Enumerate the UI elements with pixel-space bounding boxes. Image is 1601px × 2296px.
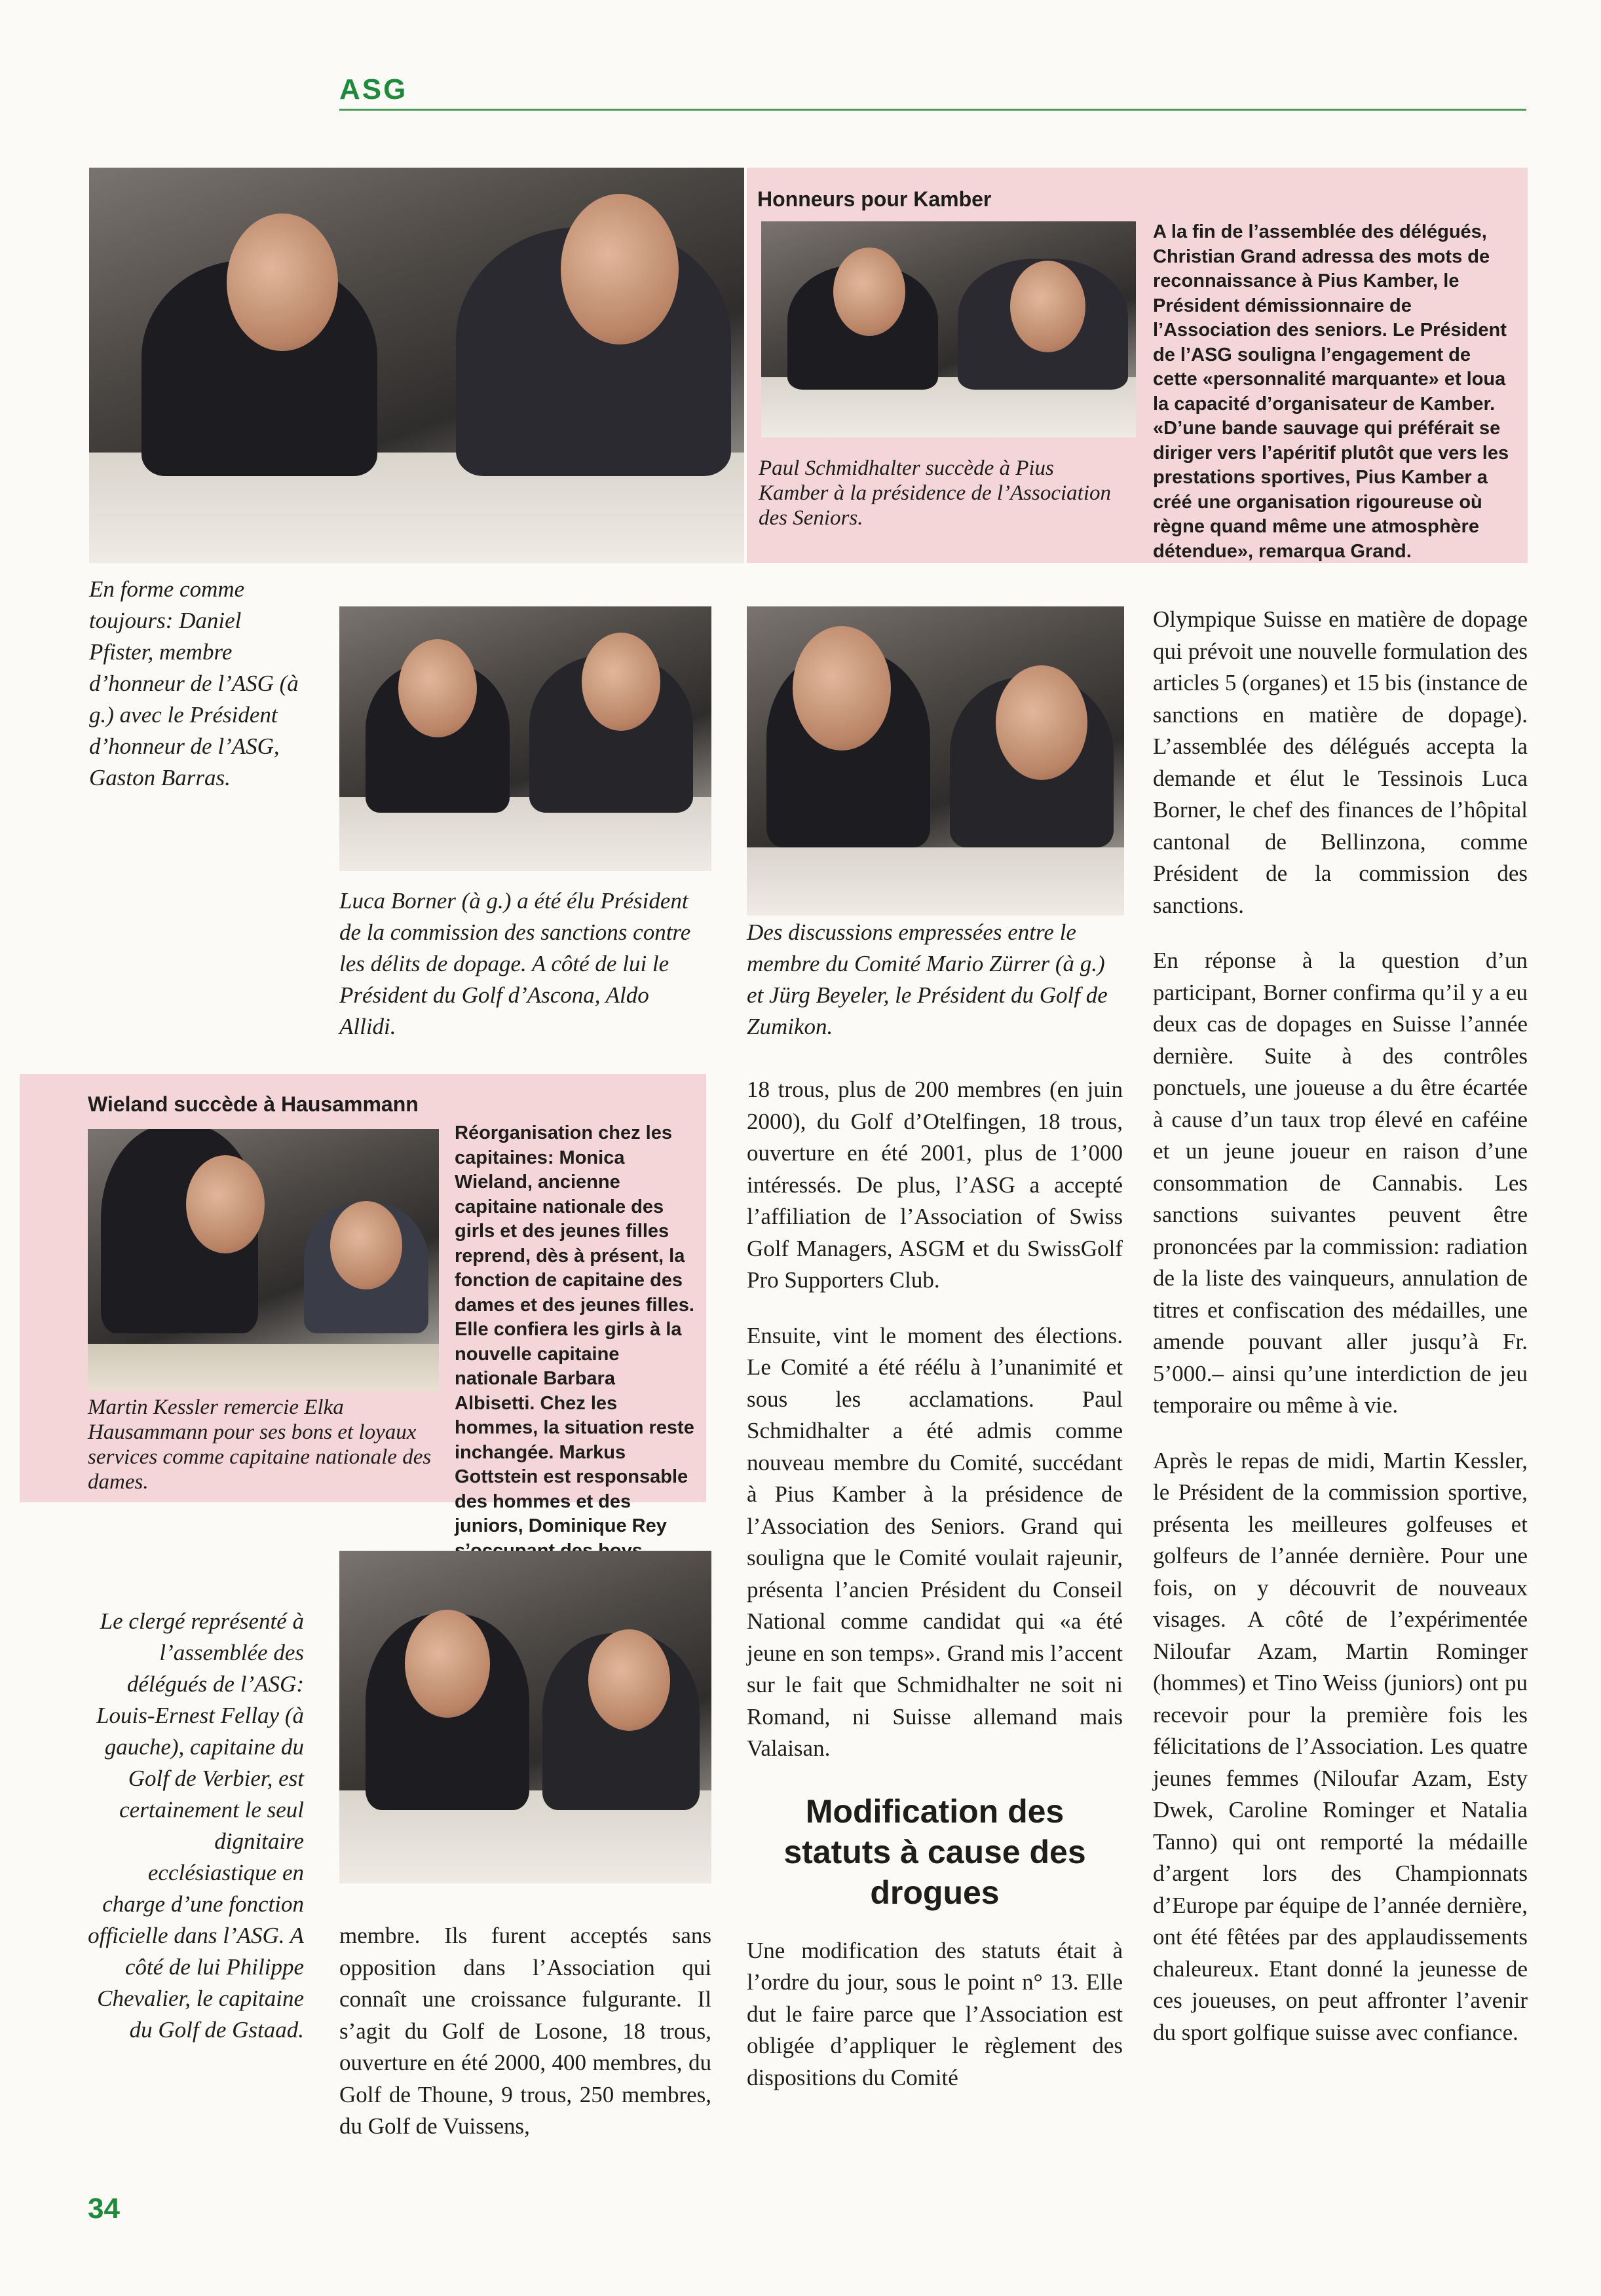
article-col3 xyxy=(1153,604,1528,2072)
article-col1 xyxy=(339,1920,711,2166)
photo-zurrer-beyeler xyxy=(747,606,1124,916)
photo-pfister-barras xyxy=(89,168,744,563)
photo-caption-clergy: Le clergé représenté à l’assemblée des délégués de l’ASG: Louis-Ernest Fellay (à gauche), capitaine du Golf de Verbier, est certainement le seul dignitaire ecclésiastique en charge d’une fonction officielle dans l’ASG. A côté de lui Philippe Chevalier, le capitaine du Golf de Gstaad. xyxy=(88,1608,304,2043)
box-wieland-title: Wieland succède à Hausammann xyxy=(88,1092,419,1116)
photo-schmidhalter-kamber xyxy=(761,221,1136,437)
article-col3-paragraph-3: Après le repas de midi, Martin Kessler, le Président de la commission sportive, présenta les meilleures golfeuses et golfeurs de l’année dernière. Pour une fois, on y découvrit de nouveaux visages. A côté de l’expérimentée Niloufar Azam, Martin Rominger (hommes) et Tino Weiss (juniors) ont pu recevoir pour la première fois les félicitations de l’Association. Les quatre jeunes femmes (Niloufar Azam, Esty Dwek, Caroline Rominger et Natalia Tanno) qui ont remporté la médaille d’argent lors des Championnats d’Europe par équipe de l’année dernière, ont été fêtées par des applaudissements chaleureux. Etant donné la jeunesse de ces joueuses, on peut affronter l’avenir du sport golfique suisse avec confiance. xyxy=(1153,1447,1528,2045)
section-heading: Modification des statuts à cause des drogues xyxy=(783,1792,1086,1911)
section-label: ASG xyxy=(339,73,408,105)
box-kamber-title: Honneurs pour Kamber xyxy=(757,187,992,211)
box-wieland-text: Réorganisation chez les capitaines: Monica Wieland, ancienne capitaine nationale des girls et des jeunes filles reprend, dès à présent, la fonction de capitaine des dames et des jeunes filles. Elle confiera les girls à la nouvelle capitaine nationale Barbara Albisetti. Chez les hommes, la situation reste inchangée. Markus Gottstein est responsable des hommes et des juniors, Dominique Rey xyxy=(455,1122,694,1536)
box-kamber-text: A la fin de l’assemblée des délégués, Christian Grand adressa des mots de reconnaissance à Pius Kamber, le Président démissionnaire de l’Association des seniors. Le Président de l’ASG souligna l’engagement de cette «personnalité marquante» et loua la capacité d’organisateur de Kamber. «D’une bande sauvage qui préférait se diriger vers l’apéritif plutôt que vers les prestations sportives, Pius Kamber a créé une organisation rigoureuse où règne quand même une atmosphère détendue», remarqua Grand. xyxy=(1153,221,1509,562)
article-col1-paragraph: membre. Ils furent acceptés sans opposition dans l’Association qui connaît une croissance fulgurante. Il s’agit du Golf de Losone, 18 trous, ouverture en été 2000, 400 membres, du Golf de Thoune, 9 trous, 250 membres, du Golf de Vuissens, xyxy=(339,1923,711,2139)
article-col2 xyxy=(747,1074,1123,2117)
photo-fellay-chevalier xyxy=(339,1551,711,1883)
photo-caption-pfister: En forme comme toujours: Daniel Pfister, membre d’honneur de l’ASG (à g.) avec le Président d’honneur de l’ASG, Gaston Barras. xyxy=(89,576,299,790)
photo-caption-zurrer: Des discussions empressées entre le membre du Comité Mario Zürrer (à g.) et Jürg Beyeler, le Président du Golf de Zumikon. xyxy=(747,919,1108,1039)
article-col3-paragraph-2: En réponse à la question d’un participant, Borner confirma qu’il y a eu deux cas de dopages en Suisse l’année dernière. Suite à des contrôles ponctuels, une joueuse a du être écartée à cause d’un taux trop élevé en caféine et un jeune joueur en raison d’une consommation de Cannabis. Les sanctions suivantes peuvent être prononcées par la commission: radiation de la liste des vainqueurs, annulation de titres et confiscation des médailles, une amende pouvant aller jusqu’à Fr. 5’000.– ainsi qu’une interdiction de jeu temporaire ou même à vie. xyxy=(1153,948,1528,1418)
box-wieland-photo-caption: Martin Kessler remercie Elka Hausammann pour ses bons et loyaux services comme capitaine nationale des dames. xyxy=(88,1396,432,1494)
photo-borner-allidi xyxy=(339,606,711,871)
photo-caption-borner: Luca Borner (à g.) a été élu Président de la commission des sanctions contre les délits de dopage. A côté de lui le Président du Golf d’Ascona, Aldo Allidi. xyxy=(339,888,691,1039)
page-number: 34 xyxy=(88,2193,120,2225)
header-rule xyxy=(339,109,1526,111)
photo-kessler-hausammann xyxy=(88,1129,439,1391)
box-kamber-photo-caption: Paul Schmidhalter succède à Pius Kamber à la présidence de l’Association des Seniors. xyxy=(759,456,1111,530)
article-col2-paragraph-2: Ensuite, vint le moment des élections. Le Comité a été réélu à l’unanimité et sous les acclamations. Paul Schmidhalter a été admis comme nouveau membre du Comité, succédant à Pius Kamber à la présidence de l’Association des Seniors. Grand qui souligna que le Comité voulait rajeunir, présenta l’ancien Président du Conseil National comme candidat qui «a été jeune en son temps». Grand mis l’accent sur le fait que Schmidhalter ne soit ni Romand, ni Suisse allemand mais Valaisan. xyxy=(747,1322,1123,1761)
box-wieland-hausammann xyxy=(20,1074,706,1536)
article-col2-paragraph-1: 18 trous, plus de 200 membres (en juin 2000), du Golf d’Otelfingen, 18 trous, ouverture en été 2001, plus de 1’000 intéressés. De plus, l’ASG a accepté l’affiliation de l’Association of Swiss Golf Managers, ASGM et du SwissGolf Pro Supporters Club. xyxy=(747,1077,1123,1293)
article-col3-paragraph-1: Olympique Suisse en matière de dopage qui prévoit une nouvelle formulation des articles 5 (organes) et 15 bis (instance de sanctions en matière de dopage). L’assemblée des délégués accepta la demande et élut le Tessinois Luca Borner, le chef des finances de l’hôpital cantonal de Bellinzona, comme Président de la commission des sanctions. xyxy=(1153,606,1528,918)
box-honneurs-kamber xyxy=(747,168,1528,563)
article-col2-paragraph-3: Une modification des statuts était à l’ordre du jour, sous le point n° 13. Elle dut le faire parce que l’Association est obligée d’appliquer le règlement des dispositions du Comité xyxy=(747,1937,1123,2090)
